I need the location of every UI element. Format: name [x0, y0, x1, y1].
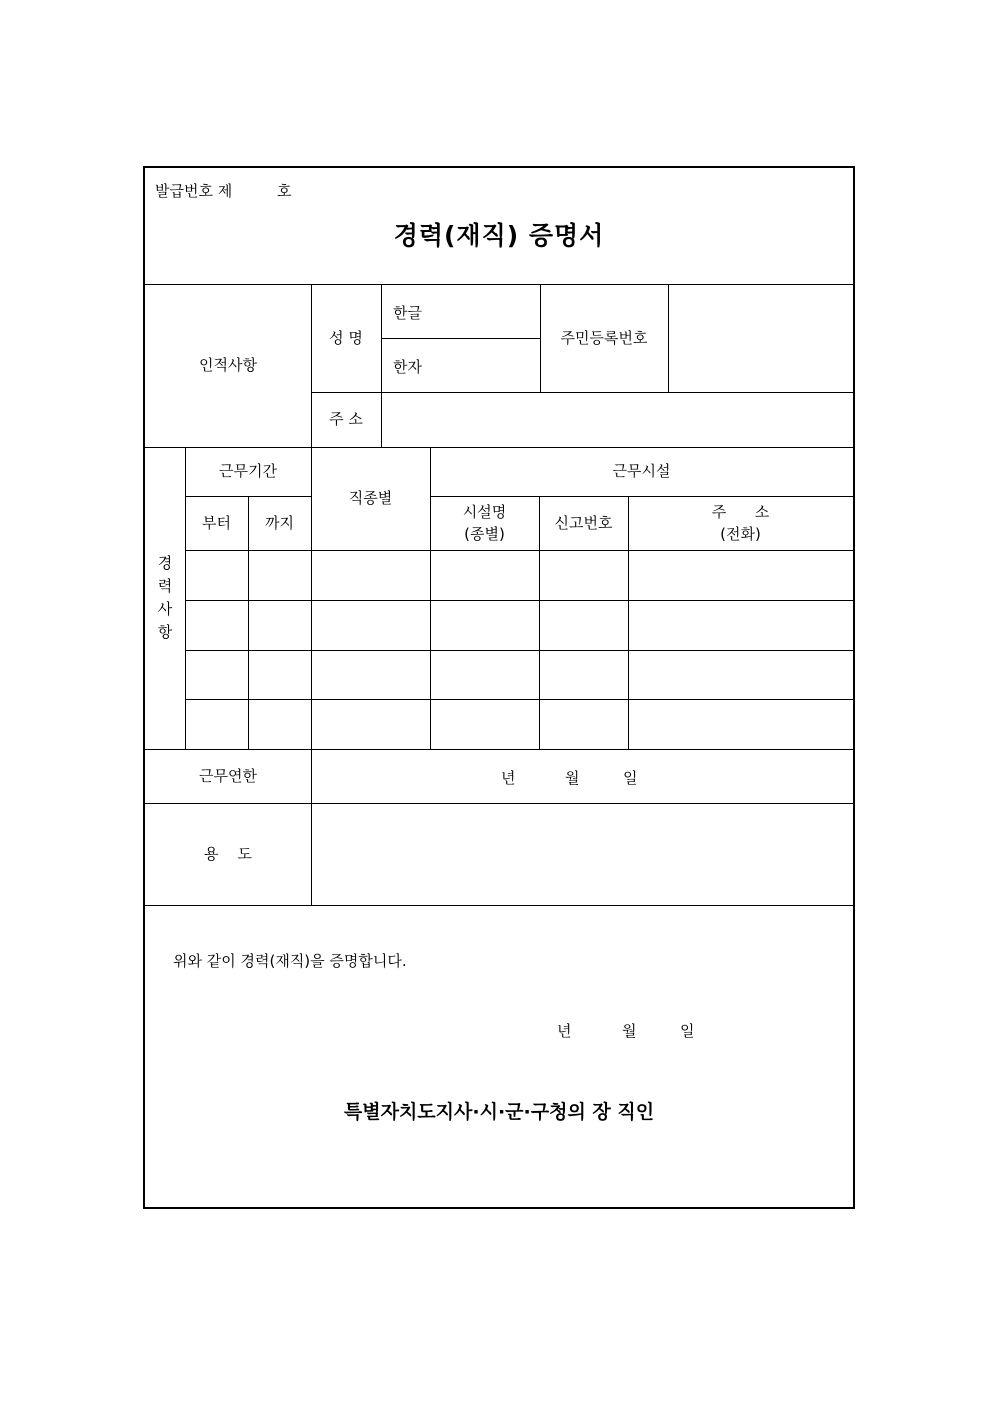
certification-statement: 위와 같이 경력(재직)을 증명합니다.	[173, 952, 407, 970]
career-row-1-address[interactable]	[628, 550, 853, 600]
divider-name-rows	[381, 338, 540, 339]
career-row-3-job-type[interactable]	[311, 650, 430, 699]
facility-phone-label: (전화)	[720, 525, 761, 543]
report-number-label: 신고번호	[554, 513, 613, 532]
career-row-1-job-type[interactable]	[311, 550, 430, 600]
tenure-month: 월	[565, 769, 580, 787]
career-row-4-from[interactable]	[185, 699, 248, 749]
career-row-4-report-number[interactable]	[539, 699, 628, 749]
facility-name-header	[430, 496, 539, 550]
career-row-1-from[interactable]	[185, 550, 248, 600]
divider-address	[311, 392, 853, 393]
issue-number-label: 발급번호 제	[155, 182, 233, 200]
divider-resident-label-right	[668, 284, 669, 392]
career-row-2-address[interactable]	[628, 600, 853, 650]
tenure-year: 년	[501, 769, 516, 787]
facility-name-label: 시설명	[462, 502, 507, 521]
personal-section-label: 인적사항	[199, 356, 257, 375]
certification-month: 월	[622, 1022, 637, 1040]
divider-address-label	[381, 392, 382, 447]
career-row-4-to[interactable]	[248, 699, 311, 749]
career-row-2-job-type[interactable]	[311, 600, 430, 650]
career-row-1-to[interactable]	[248, 550, 311, 600]
career-row-3-report-number[interactable]	[539, 650, 628, 699]
career-label-char: 력	[157, 576, 173, 595]
to-label: 까지	[265, 513, 294, 532]
name-label: 성 명	[329, 328, 363, 347]
career-row-1-facility[interactable]	[430, 550, 539, 600]
tenure-label: 근무연한	[199, 766, 257, 785]
hangul-label: 한글	[393, 304, 422, 322]
certification-day: 일	[680, 1022, 695, 1040]
document-title: 경력(재직) 증명서	[393, 221, 605, 250]
job-type-label: 직종별	[348, 489, 393, 508]
career-section-label	[145, 447, 185, 749]
facility-address-label: 주 소	[711, 502, 770, 521]
facility-address-header	[628, 496, 853, 550]
career-label-char: 경	[157, 553, 173, 572]
divider-purpose-end	[145, 905, 853, 906]
career-row-2-to[interactable]	[248, 600, 311, 650]
issue-number-suffix: 호	[277, 182, 292, 200]
purpose-label: 용 도	[203, 844, 253, 863]
purpose-value[interactable]	[311, 803, 853, 905]
career-row-2-facility[interactable]	[430, 600, 539, 650]
career-row-2-report-number[interactable]	[539, 600, 628, 650]
career-label-char: 사	[157, 600, 173, 618]
facility-label: 근무시설	[612, 462, 671, 481]
resident-number-label: 주민등록번호	[560, 328, 648, 347]
from-label: 부터	[202, 513, 231, 532]
facility-type-label: (종별)	[464, 525, 505, 543]
tenure-day: 일	[623, 769, 638, 787]
career-row-2-from[interactable]	[185, 600, 248, 650]
hanja-label: 한자	[393, 358, 422, 376]
issuer-signature: 특별자치도지사·시·군·구청의 장 직인	[343, 1101, 655, 1123]
career-row-3-to[interactable]	[248, 650, 311, 699]
career-row-1-report-number[interactable]	[539, 550, 628, 600]
career-row-4-facility[interactable]	[430, 699, 539, 749]
certification-year: 년	[557, 1022, 572, 1040]
career-row-3-address[interactable]	[628, 650, 853, 699]
address-label: 주 소	[329, 410, 363, 429]
career-label-char: 항	[157, 623, 173, 642]
certificate-form	[143, 166, 855, 1209]
career-row-4-job-type[interactable]	[311, 699, 430, 749]
career-row-3-from[interactable]	[185, 650, 248, 699]
career-row-4-address[interactable]	[628, 699, 853, 749]
career-row-3-facility[interactable]	[430, 650, 539, 699]
period-label: 근무기간	[219, 462, 277, 481]
divider-name-label	[381, 284, 382, 392]
